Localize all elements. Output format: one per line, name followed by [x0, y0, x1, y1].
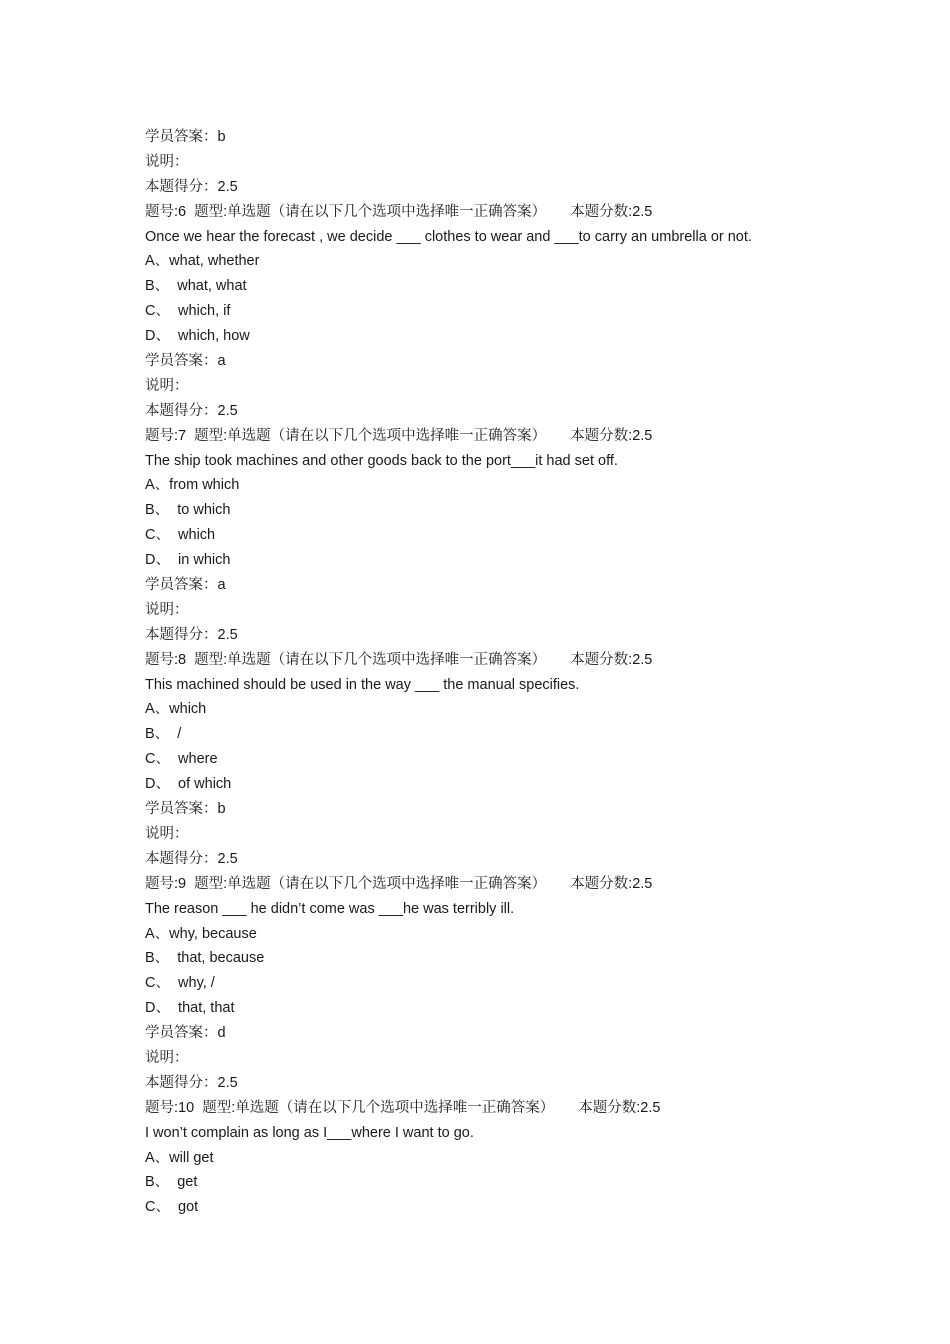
option-letter: D、: [145, 776, 170, 793]
option-a: [145, 922, 845, 947]
question-type-label: 题号:10 题型:单选题（请在以下几个选项中选择唯一正确答案）: [145, 1099, 555, 1116]
student-answer: 学员答案：a: [145, 353, 226, 370]
option-a: [145, 473, 845, 498]
document-page: [145, 125, 845, 1220]
question-header: [145, 1096, 845, 1121]
question-type-label: 题号:6 题型:单选题（请在以下几个选项中选择唯一正确答案）: [145, 203, 547, 220]
question-type-label: 题号:7 题型:单选题（请在以下几个选项中选择唯一正确答案）: [145, 427, 547, 444]
option-text: where: [169, 751, 218, 768]
option-text: which, if: [169, 303, 231, 320]
option-letter: D、: [145, 328, 170, 345]
question-score: 本题得分：2.5: [145, 626, 238, 643]
option-a: [145, 697, 845, 722]
option-d: [145, 996, 845, 1021]
question-block: [145, 648, 845, 872]
question-header: [145, 872, 845, 897]
option-letter: C、: [145, 527, 170, 544]
option-letter: D、: [145, 552, 170, 569]
option-letter: A、: [145, 701, 170, 718]
option-text: that, because: [169, 950, 265, 967]
question-points: 本题分数:2.5: [570, 203, 653, 220]
option-text: to which: [169, 502, 231, 519]
question-points: 本题分数:2.5: [570, 875, 653, 892]
option-a: [145, 249, 845, 274]
option-text: why, /: [169, 975, 215, 992]
option-text: which: [169, 527, 216, 544]
option-text: will get: [169, 1149, 214, 1166]
explanation-label: 说明：: [145, 1049, 189, 1066]
question-stem: I won’t complain as long as I___where I want to go.: [145, 1124, 474, 1141]
question-block: [145, 424, 845, 648]
option-letter: B、: [145, 950, 170, 967]
question-type-label: 题号:8 题型:单选题（请在以下几个选项中选择唯一正确答案）: [145, 651, 547, 668]
option-letter: A、: [145, 253, 170, 270]
explanation-label: 说明：: [145, 377, 189, 394]
option-letter: B、: [145, 1174, 170, 1191]
option-text: which: [169, 701, 207, 718]
question-points: 本题分数:2.5: [570, 651, 653, 668]
option-text: of which: [169, 776, 232, 793]
option-b: [145, 498, 845, 523]
option-letter: A、: [145, 925, 170, 942]
question-points: 本题分数:2.5: [570, 427, 653, 444]
option-letter: C、: [145, 303, 170, 320]
option-letter: C、: [145, 975, 170, 992]
option-c: [145, 299, 845, 324]
option-c: [145, 747, 845, 772]
option-b: [145, 946, 845, 971]
option-text: that, that: [169, 1000, 235, 1017]
option-d: [145, 772, 845, 797]
option-c: [145, 523, 845, 548]
option-text: got: [169, 1199, 199, 1216]
option-c: [145, 1195, 845, 1220]
option-c: [145, 971, 845, 996]
option-text: which, how: [169, 328, 250, 345]
option-letter: B、: [145, 278, 170, 295]
option-letter: A、: [145, 1149, 170, 1166]
question-score: 本题得分：2.5: [145, 850, 238, 867]
option-text: why, because: [169, 925, 257, 942]
explanation-label: 说明：: [145, 601, 189, 618]
student-answer: 学员答案：d: [145, 1025, 226, 1042]
student-answer: 学员答案：a: [145, 577, 226, 594]
question-stem: This machined should be used in the way ___ the manual specifies.: [145, 676, 580, 693]
question-stem: Once we hear the forecast , we decide ___ clothes to wear and ___to carry an umbrella or not.: [145, 228, 752, 245]
option-letter: D、: [145, 1000, 170, 1017]
question-points: 本题分数:2.5: [578, 1099, 661, 1116]
explanation-label: 说明：: [145, 825, 189, 842]
option-text: /: [169, 726, 182, 743]
question-stem: The reason ___ he didn’t come was ___he was terribly ill.: [145, 900, 515, 917]
question-stem: The ship took machines and other goods back to the port___it had set off.: [145, 452, 618, 469]
question-block: [145, 200, 845, 424]
option-d: [145, 548, 845, 573]
question-score: 本题得分：2.5: [145, 1074, 238, 1091]
option-a: [145, 1146, 845, 1171]
question-header: [145, 648, 845, 673]
option-letter: A、: [145, 477, 170, 494]
explanation-label: 说明：: [145, 153, 189, 170]
option-text: what, what: [169, 278, 247, 295]
question-header: [145, 200, 845, 225]
question-score: 本题得分：2.5: [145, 178, 238, 195]
option-letter: B、: [145, 502, 170, 519]
option-text: in which: [169, 552, 231, 569]
option-letter: C、: [145, 751, 170, 768]
option-b: [145, 1170, 845, 1195]
option-letter: B、: [145, 726, 170, 743]
option-b: [145, 274, 845, 299]
option-d: [145, 324, 845, 349]
option-letter: C、: [145, 1199, 170, 1216]
question-score: 本题得分：2.5: [145, 402, 238, 419]
option-text: from which: [169, 477, 240, 494]
option-b: [145, 722, 845, 747]
question-block: [145, 1096, 845, 1220]
question-header: [145, 424, 845, 449]
option-text: get: [169, 1174, 198, 1191]
student-answer: 学员答案：b: [145, 801, 226, 818]
option-text: what, whether: [169, 253, 260, 270]
question-type-label: 题号:9 题型:单选题（请在以下几个选项中选择唯一正确答案）: [145, 875, 547, 892]
student-answer: 学员答案：b: [145, 129, 226, 145]
question-block: [145, 872, 845, 1096]
